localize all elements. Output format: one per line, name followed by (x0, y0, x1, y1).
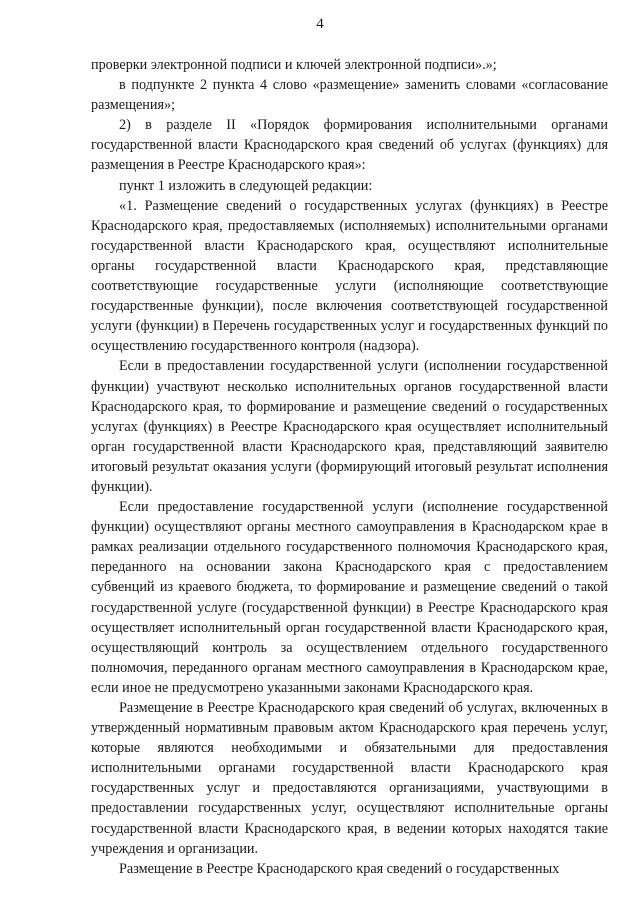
paragraph-6: Если в предоставлении государственной услуги (исполнении государственной функции) участвуют несколько исполнительных органов государственной власти Краснодарского края, то формирование и размещение сведений о государственных услугах (функциях) в Реестре Краснодарского края осуществляет исполнительный орган государственной власти Краснодарского края, представляющий заявителю итоговый результат оказания услуги (формирующий итоговый результат исполнения функции). (91, 358, 608, 495)
paragraph-3: 2) в разделе II «Порядок формирования исполнительными органами государственной власти Краснодарского края сведений об услугах (функциях) для размещения в Реестре Краснодарского края»: (91, 117, 608, 174)
page-number: 4 (316, 16, 324, 32)
paragraph-4: пункт 1 изложить в следующей редакции: (119, 177, 373, 194)
paragraph-9: Размещение в Реестре Краснодарского края сведений о государственных (119, 860, 560, 877)
paragraph-2: в подпункте 2 пункта 4 слово «размещение» заменить словами «согласование размещения»; (91, 77, 608, 114)
paragraph-5: «1. Размещение сведений о государственных услугах (функциях) в Реестре Краснодарского края, предоставляемых (исполняемых) исполнительными органами государственной власти Краснодарского края, осуществляют исполнительные органы государственной власти Краснодарского края, представляющие соответствующие государственные услуги (исполняющие соответствующие государственные функции), после включения соответствующей государственной услуги (функции) в Перечень государственных услуг и государственных функций по осуществлению государственного контроля (надзора). (91, 197, 608, 355)
document-body (91, 55, 608, 879)
paragraph-7: Если предоставление государственной услуги (исполнение государственной функции) осуществляют органы местного самоуправления в Краснодарском крае в рамках реализации отдельного государственного полномочия Краснодарского края, переданного на основании закона Краснодарского края с предоставлением субвенций из краевого бюджета, то формирование и размещение сведений о такой государственной услуге (государственной функции) в Реестре Краснодарского края осуществляет исполнительный орган государственной власти Краснодарского края, осуществляющий контроль за осуществлением отдельного государственного полномочия, переданного органам местного самоуправления в Краснодарском крае, если иное не предусмотрено указанными законами Краснодарского края. (91, 499, 608, 696)
paragraph-1: проверки электронной подписи и ключей электронной подписи».»; (91, 57, 497, 73)
paragraph-8: Размещение в Реестре Краснодарского края сведений об услугах, включенных в утвержденный нормативным правовым актом Краснодарского края перечень услуг, которые являются необходимыми и обязательными для предоставления исполнительными органами государственной власти Краснодарского края государственных услуг и предоставляются организациями, участвующими в предоставлении государственных услуг, осуществляют исполнительные органы государственной власти Краснодарского края, в ведении которых находятся такие учреждения и организации. (91, 700, 608, 857)
